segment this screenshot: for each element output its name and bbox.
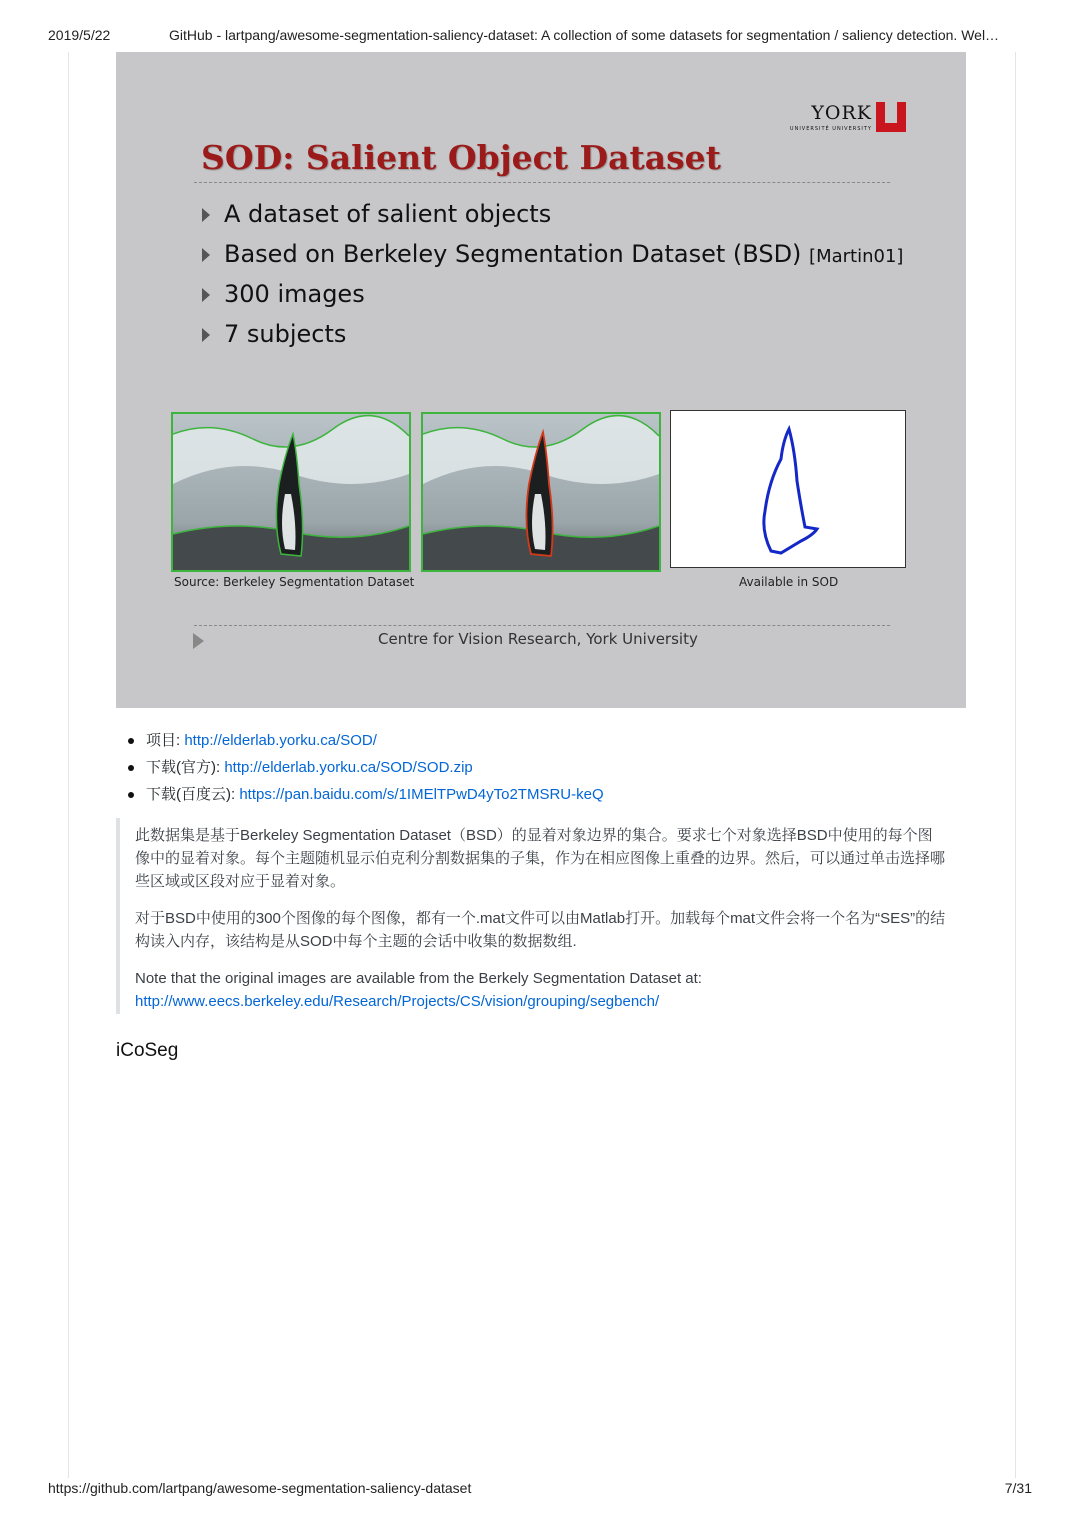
bullet-triangle-icon [202,248,210,262]
slide-footer-triangle-icon [193,633,204,649]
link-item-official-download [128,758,604,785]
bullet-text: Based on Berkeley Segmentation Dataset (BSD) [224,240,810,268]
quote-paragraph-2: 对于BSD中使用的300个图像的每个图像，都有一个.mat文件可以由Matlab打开。加载每个mat文件会将一个名为“SES”的结构读入内存，该结构是从SOD中每个主题的会话中收集的数据数组. [135,910,946,950]
bullet-citation: [Martin01] [809,246,904,267]
link-item-baidu-download [128,785,604,812]
penguin-boundaries-image-2 [421,412,661,572]
bullet-text: A dataset of salient objects [224,200,552,228]
dataset-links-list [128,731,604,812]
link-item-project [128,731,604,758]
bullet-text: 7 subjects [224,320,347,348]
bullet-text: 300 images [224,280,365,308]
print-footer [0,1476,1080,1528]
slide-bullet [202,194,903,234]
link-label: 项目: [146,732,185,749]
project-link[interactable]: http://elderlab.yorku.ca/SOD/ [184,732,377,749]
slide-footer-text: Centre for Vision Research, York University [378,630,698,648]
print-page-number: 7/31 [1004,1480,1032,1496]
slide-divider-top [194,182,890,183]
official-download-link[interactable]: http://elderlab.yorku.ca/SOD/SOD.zip [224,759,473,776]
print-page-title: GitHub - lartpang/awesome-segmentation-saliency-dataset: A collection of some datasets for segmentation / saliency detection. Wel… [169,27,1000,43]
sod-slide-image [116,52,966,708]
penguin-outline-image [670,410,906,568]
bullet-triangle-icon [202,328,210,342]
slide-bullet [202,274,903,314]
link-label: 下载(百度云): [146,786,240,803]
section-heading-icoseg: iCoSeg [116,1040,179,1061]
dataset-description-quote [116,818,946,1014]
print-header [0,0,1080,52]
york-logo-subtitle: UNIVERSITÉ UNIVERSITY [789,126,872,132]
bullet-triangle-icon [202,288,210,302]
quote-paragraph-3 [135,967,946,1013]
slide-bullet [202,234,903,274]
baidu-download-link[interactable]: https://pan.baidu.com/s/1IMElTPwD4yTo2TMSRU-keQ [239,786,604,803]
slide-title: SOD: Salient Object Dataset [201,138,721,177]
quote-paragraph-1: 此数据集是基于Berkeley Segmentation Dataset（BSD）的显着对象边界的集合。要求七个对象选择BSD中使用的每个图像中的显着对象。每个主题随机显示伯克利分割数据集的子集，作为在相应图像上重叠的边界。然后，可以通过单击选择哪些区域或区段对应于显着对象。 [135,827,946,890]
image-source-caption: Source: Berkeley Segmentation Dataset [174,575,415,589]
quote-note-text: Note that the original images are available from the Berkely Segmentation Dataset at: [135,970,702,987]
bullet-triangle-icon [202,208,210,222]
link-label: 下载(官方): [146,759,225,776]
slide-bullet [202,314,903,354]
york-u-icon [876,102,906,132]
slide-bullet-list [202,194,903,354]
penguin-boundaries-image-1 [171,412,411,572]
print-url: https://github.com/lartpang/awesome-segmentation-saliency-dataset [48,1480,472,1496]
segbench-link[interactable]: http://www.eecs.berkeley.edu/Research/Projects/CS/vision/grouping/segbench/ [135,993,660,1010]
york-logo-word: YORK [811,102,872,124]
slide-divider-bottom [194,625,890,626]
print-date: 2019/5/22 [48,27,111,43]
image-available-caption: Available in SOD [739,575,839,589]
